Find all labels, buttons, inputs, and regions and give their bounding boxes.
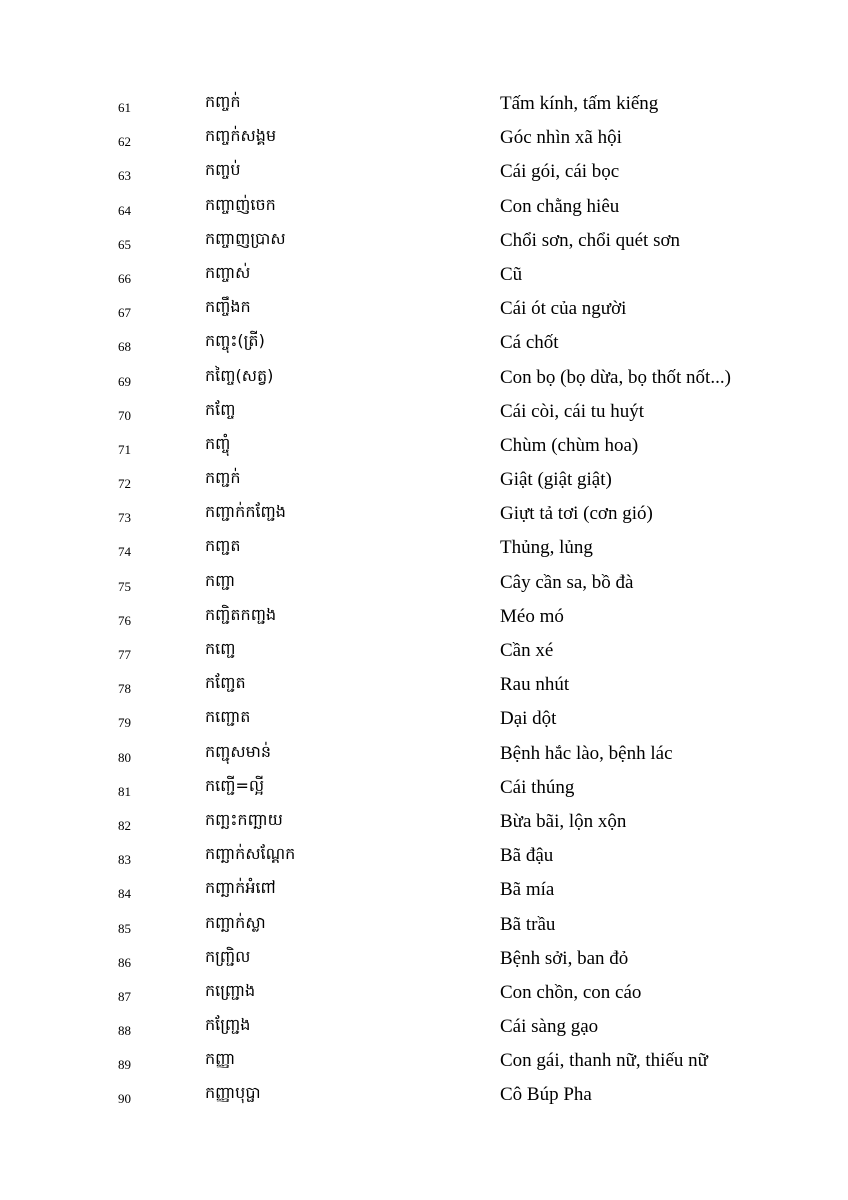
khmer-word: កញ្ចាស់	[205, 262, 251, 282]
khmer-word: កញ្ចប់	[205, 160, 241, 180]
khmer-word: កញ្ជា	[205, 570, 236, 590]
vocabulary-entry	[0, 530, 848, 564]
khmer-word: កញ្ចាញ់ចេក	[205, 194, 276, 214]
entry-number: 71	[118, 441, 131, 457]
vietnamese-translation: Góc nhìn xã hội	[500, 127, 622, 149]
entry-number: 87	[118, 988, 131, 1004]
vietnamese-translation: Cá chốt	[500, 332, 559, 354]
vocabulary-entry	[0, 360, 848, 394]
vocabulary-list	[0, 86, 848, 1112]
vocabulary-entry	[0, 189, 848, 223]
vietnamese-translation: Thủng, lủng	[500, 537, 593, 559]
khmer-word: កញ្ជត	[205, 536, 241, 556]
vocabulary-entry	[0, 428, 848, 462]
entry-number: 83	[118, 852, 131, 868]
vocabulary-entry	[0, 1043, 848, 1077]
vocabulary-entry	[0, 838, 848, 872]
entry-number: 64	[118, 202, 131, 218]
vietnamese-translation: Con chằng hiêu	[500, 195, 620, 217]
vietnamese-translation: Bã đậu	[500, 845, 554, 867]
vietnamese-translation: Méo mó	[500, 605, 564, 627]
vocabulary-entry	[0, 257, 848, 291]
khmer-word: កញ្ជេ	[205, 639, 236, 658]
vocabulary-entry	[0, 941, 848, 975]
khmer-word: កញ្ជែត	[205, 673, 246, 693]
vietnamese-translation: Dại dột	[500, 708, 557, 730]
khmer-word: កញ្ជុសមាន់	[205, 741, 272, 761]
khmer-word: កញ្ញា	[205, 1049, 236, 1069]
entry-number: 66	[118, 270, 131, 286]
entry-number: 90	[118, 1091, 131, 1107]
vocabulary-entry	[0, 462, 848, 496]
entry-number: 88	[118, 1023, 131, 1039]
entry-number: 65	[118, 236, 131, 252]
khmer-word: កញ្ជ្រែង	[205, 1015, 251, 1035]
khmer-word: កញ្ចុំ	[205, 433, 231, 453]
entry-number: 73	[118, 510, 131, 526]
entry-number: 75	[118, 578, 131, 594]
vietnamese-translation: Cây cần sa, bồ đà	[500, 571, 634, 593]
vocabulary-entry	[0, 1077, 848, 1111]
vocabulary-entry	[0, 223, 848, 257]
vocabulary-entry	[0, 872, 848, 906]
khmer-word: កញ្ញាបុប្ផា	[205, 1083, 261, 1103]
entry-number: 68	[118, 339, 131, 355]
vocabulary-entry	[0, 701, 848, 735]
vocabulary-entry	[0, 565, 848, 599]
khmer-word: កញ្ឆាក់ស្លា	[205, 912, 266, 932]
entry-number: 74	[118, 544, 131, 560]
entry-number: 77	[118, 647, 131, 662]
vocabulary-entry	[0, 804, 848, 838]
vocabulary-entry	[0, 496, 848, 530]
vocabulary-entry	[0, 325, 848, 359]
entry-number: 79	[118, 715, 131, 731]
entry-number: 89	[118, 1057, 131, 1073]
vocabulary-entry	[0, 1009, 848, 1043]
entry-number: 86	[118, 954, 131, 970]
entry-number: 85	[118, 920, 131, 936]
vocabulary-entry	[0, 154, 848, 188]
khmer-word: កញ្ឆាក់សណ្តែក	[205, 844, 296, 864]
vietnamese-translation: Cái sàng gạo	[500, 1016, 599, 1038]
khmer-word: កញ្ជាក់កញ្ជែង	[205, 502, 286, 522]
khmer-word: កញ្ចៃ(សត្វ)	[205, 365, 274, 385]
vocabulary-entry	[0, 120, 848, 154]
vietnamese-translation: Tấm kính, tấm kiếng	[500, 93, 659, 114]
khmer-word: កញ្ជក់	[205, 468, 241, 488]
vietnamese-translation: Cái còi, cái tu huýt	[500, 400, 645, 422]
vietnamese-translation: Giựt tả tơi (cơn gió)	[500, 503, 653, 525]
khmer-word: កញ្ចក់សង្គម	[205, 126, 277, 146]
vocabulary-entry	[0, 599, 848, 633]
vocabulary-entry	[0, 291, 848, 325]
vietnamese-translation: Cái ót của người	[500, 298, 627, 320]
khmer-word: កញ្ជ្រិល	[205, 946, 251, 966]
vocabulary-entry	[0, 667, 848, 701]
entry-number: 62	[118, 134, 131, 150]
khmer-word: កញ្ចាញប្រាស	[205, 228, 286, 248]
vietnamese-translation: Cái gói, cái bọc	[500, 161, 620, 183]
khmer-word: កញ្ឆាក់អំពៅ	[205, 878, 276, 898]
entry-number: 61	[118, 100, 131, 115]
vietnamese-translation: Con gái, thanh nữ, thiếu nữ	[500, 1050, 708, 1072]
vietnamese-translation: Chổi sơn, chổi quét sơn	[500, 229, 681, 251]
khmer-word: កញ្ចក់	[205, 92, 241, 111]
vietnamese-translation: Giật (giật giật)	[500, 469, 612, 491]
khmer-word: កញ្ជោត	[205, 707, 251, 727]
entry-number: 70	[118, 407, 131, 423]
vocabulary-entry	[0, 394, 848, 428]
vocabulary-entry	[0, 86, 848, 120]
vocabulary-entry	[0, 736, 848, 770]
khmer-word: កញ្ចែ	[205, 399, 236, 419]
khmer-word: កញ្ជិតកញ្ជង	[205, 604, 277, 624]
vietnamese-translation: Con chồn, con cáo	[500, 981, 642, 1003]
khmer-word: កញ្ឆះកញ្ឆាយ	[205, 809, 283, 829]
vocabulary-entry	[0, 770, 848, 804]
entry-number: 69	[118, 373, 131, 389]
vietnamese-translation: Chùm (chùm hoa)	[500, 434, 639, 456]
khmer-word: កញ្ចឹងក	[205, 297, 251, 317]
vietnamese-translation: Cần xé	[500, 640, 554, 661]
vietnamese-translation: Bệnh sởi, ban đỏ	[500, 947, 629, 969]
vietnamese-translation: Cái thúng	[500, 776, 575, 798]
vietnamese-translation: Bệnh hắc lào, bệnh lác	[500, 742, 673, 764]
entry-number: 78	[118, 681, 131, 697]
entry-number: 76	[118, 612, 131, 628]
entry-number: 80	[118, 749, 131, 765]
khmer-word: កញ្ចុះ(ត្រី)	[205, 331, 265, 351]
vietnamese-translation: Cô Búp Pha	[500, 1084, 592, 1106]
vocabulary-entry	[0, 907, 848, 941]
vocabulary-entry	[0, 975, 848, 1009]
khmer-word: កញ្ជើ=ល្អី	[205, 775, 265, 795]
entry-number: 84	[118, 886, 131, 902]
entry-number: 81	[118, 783, 131, 799]
entry-number: 67	[118, 305, 131, 321]
entry-number: 63	[118, 168, 131, 184]
vocabulary-entry	[0, 633, 848, 667]
vietnamese-translation: Bừa bãi, lộn xộn	[500, 810, 627, 832]
vietnamese-translation: Rau nhút	[500, 674, 570, 696]
vietnamese-translation: Bã trầu	[500, 913, 556, 935]
entry-number: 72	[118, 476, 131, 492]
vietnamese-translation: Cũ	[500, 263, 523, 285]
entry-number: 82	[118, 817, 131, 833]
khmer-word: កញ្ជ្រោង	[205, 980, 256, 1000]
vietnamese-translation: Bã mía	[500, 879, 555, 901]
vietnamese-translation: Con bọ (bọ dừa, bọ thốt nốt...)	[500, 366, 731, 388]
